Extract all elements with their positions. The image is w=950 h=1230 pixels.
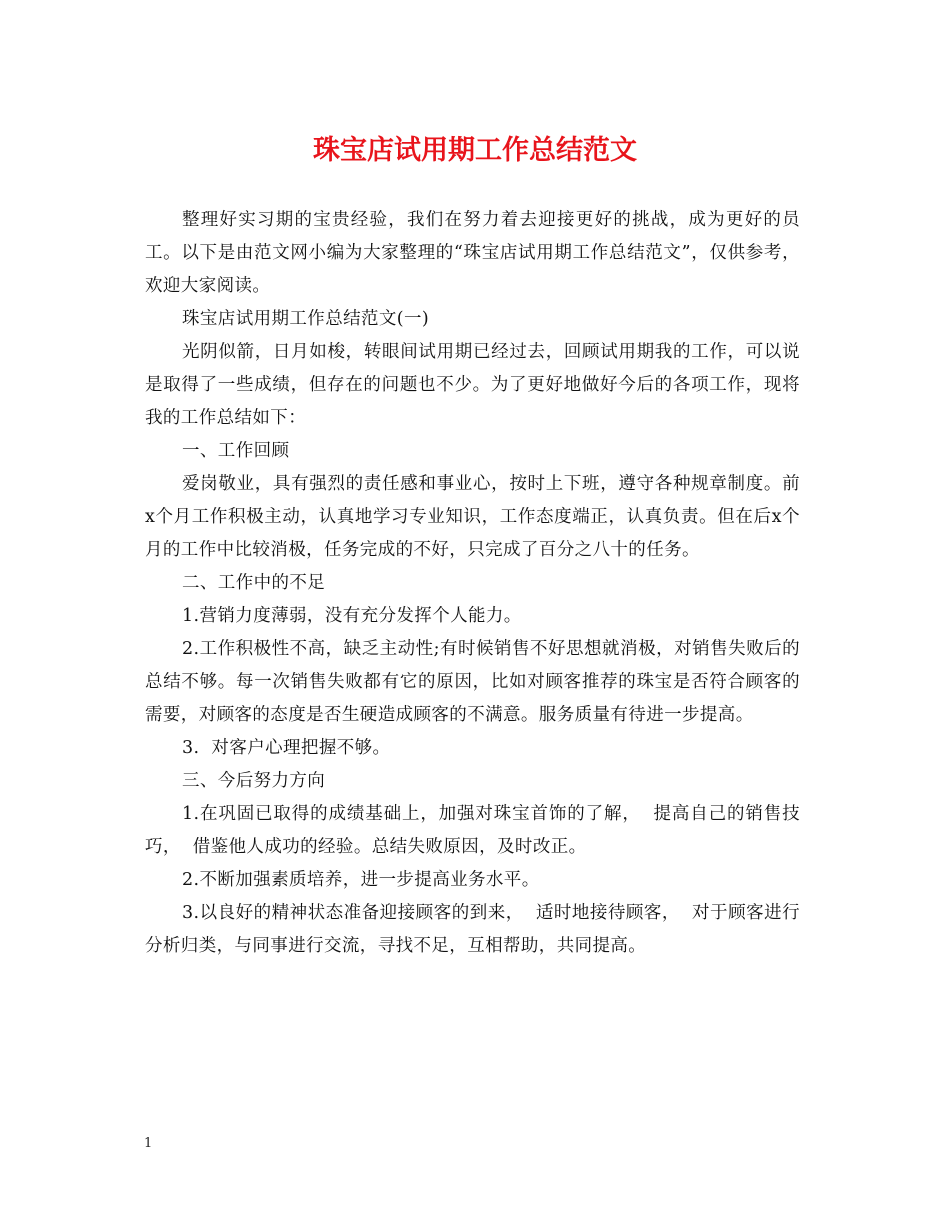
list-item-shortcoming-2: 2.工作积极性不高，缺乏主动性;有时候销售不好思想就消极，对销售失败后的总结不够。每一次销售失败都有它的原因，比如对顾客推荐的珠宝是否符合顾客的需要，对顾客的态度是否生硬造成顾客的不满意。服务质量有待进一步提高。 xyxy=(145,639,800,725)
page-number: 1 xyxy=(144,1136,153,1151)
paragraph-work-review: 爱岗敬业，具有强烈的责任感和事业心，按时上下班，遵守各种规章制度。前x个月工作积极主动，认真地学习专业知识，工作态度端正，认真负责。但在后x个月的工作中比较消极，任务完成的不好，只完成了百分之八十的任务。 xyxy=(145,474,800,560)
list-item-direction-2: 2.不断加强素质培养，进一步提高业务水平。 xyxy=(182,870,540,890)
section-subtitle: 珠宝店试用期工作总结范文(一) xyxy=(182,309,430,329)
document-title: 珠宝店试用期工作总结范文 xyxy=(313,135,637,166)
paragraph-intro: 整理好实习期的宝贵经验，我们在努力着去迎接更好的挑战，成为更好的员工。以下是由范文网小编为大家整理的“珠宝店试用期工作总结范文”，仅供参考，欢迎大家阅读。 xyxy=(145,210,800,296)
heading-shortcomings: 二、工作中的不足 xyxy=(182,573,326,593)
list-item-shortcoming-1: 1.营销力度薄弱，没有充分发挥个人能力。 xyxy=(182,606,522,626)
paragraph-opening: 光阴似箭，日月如梭，转眼间试用期已经过去，回顾试用期我的工作，可以说是取得了一些成绩，但存在的问题也不少。为了更好地做好今后的各项工作，现将我的工作总结如下： xyxy=(145,342,800,428)
heading-work-review: 一、工作回顾 xyxy=(182,441,290,461)
list-item-direction-3: 3.以良好的精神状态准备迎接顾客的到来， 适时地接待顾客， 对于顾客进行分析归类，与同事进行交流，寻找不足，互相帮助，共同提高。 xyxy=(145,903,800,956)
document-body xyxy=(145,204,800,963)
list-item-shortcoming-3: 3. 对客户心理把握不够。 xyxy=(182,738,391,758)
heading-future-direction: 三、今后努力方向 xyxy=(182,771,326,791)
list-item-direction-1: 1.在巩固已取得的成绩基础上，加强对珠宝首饰的了解， 提高自己的销售技巧， 借鉴他人成功的经验。总结失败原因，及时改正。 xyxy=(145,804,800,857)
